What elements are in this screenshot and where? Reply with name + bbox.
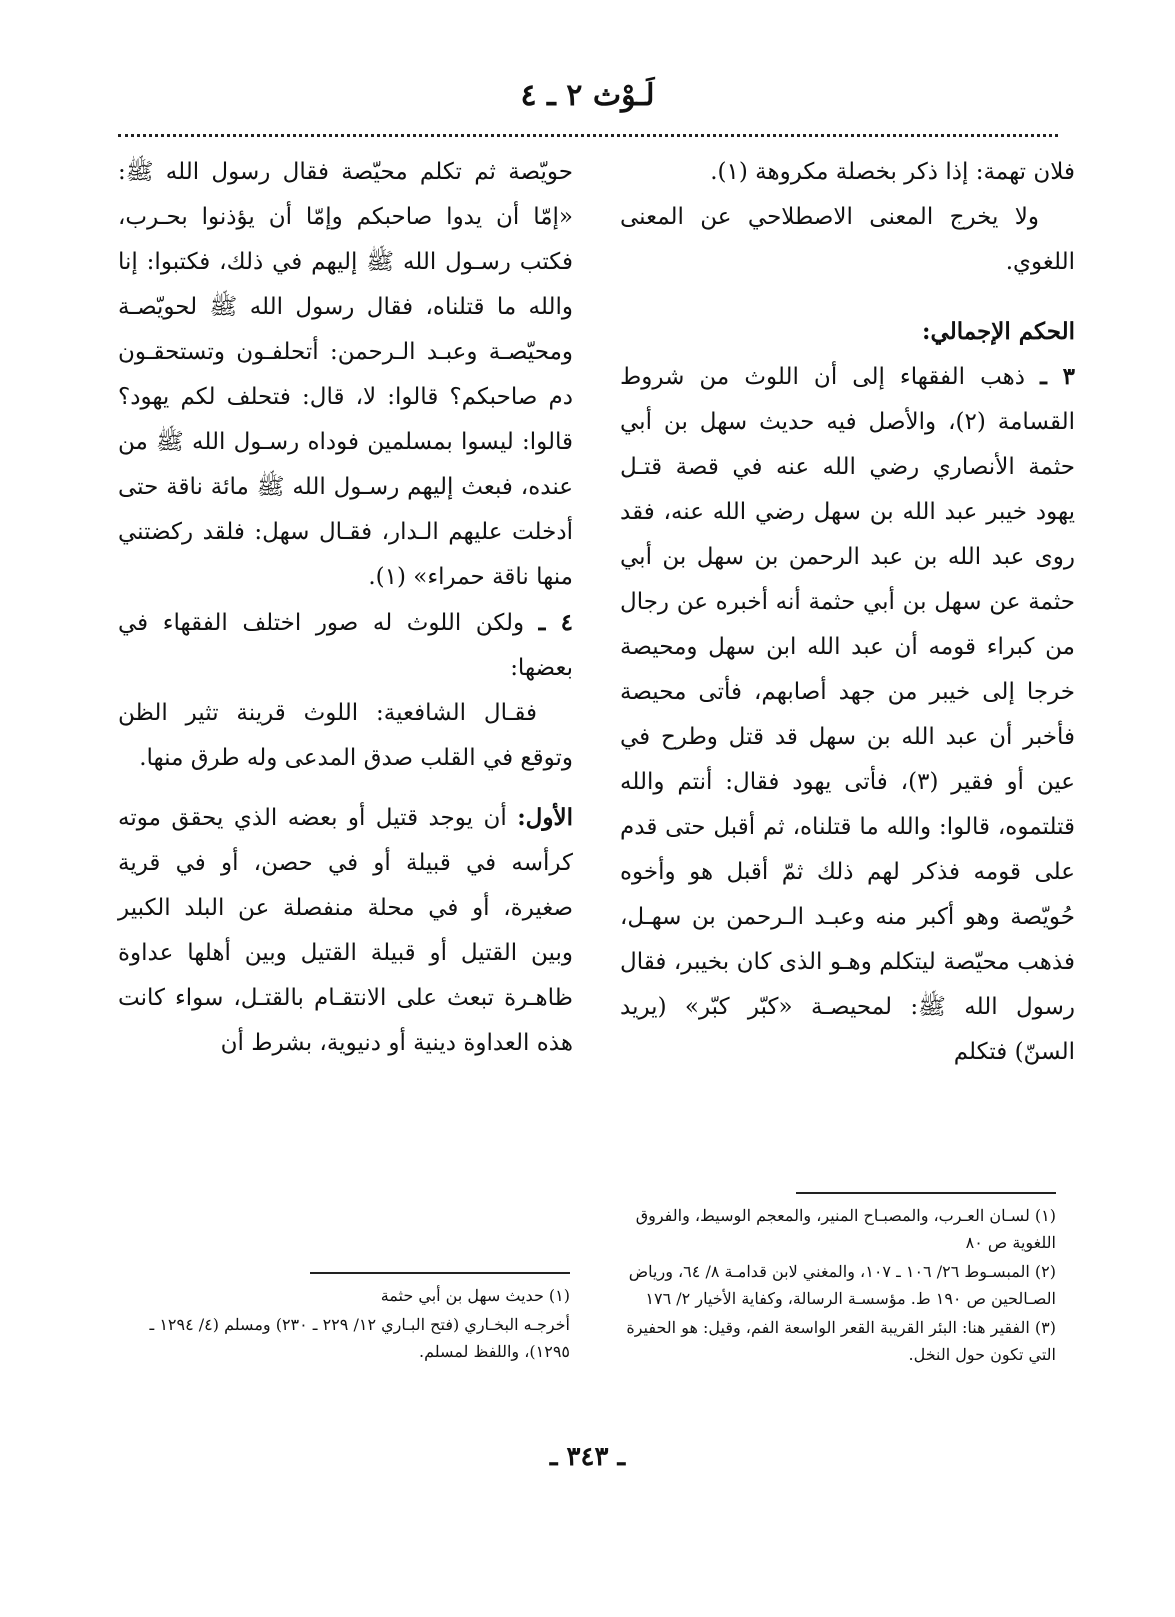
paragraph: فقـال الشافعية: اللوث قرينة تثير الظن وتوقع في القلب صدق المدعى وله طرق منها. — [118, 700, 573, 771]
footnotes-left — [140, 1272, 570, 1367]
page-header: لَـوْث ٢ ـ ٤ — [520, 78, 655, 113]
paragraph-text: ذهب الفقهاء إلى أن اللوث من شروط القسامة (٢)، والأصل فيه حديث سهل بن أبي حثمة الأنصاري رضي الله عنه في قصة قتـل يهود خيبر عبد الله بن سهل رضي الله عنه، فقد روى عبد الله بن عبد الرحمن بن سهل بن أبي حثمة عن سهل بن أبي حثمة أنه أخبره عن رجال من كبراء قومه أن عبد الله ابن سهل ومحيصة خرجا إلى خيبر من جهد أصابهم، فأتى محيصة فأخبر أن عبد الله بن سهل قد قتل وطرح في عين أو فقير (٣)، فأتى يهود فقال: أنتم والله قتلتموه، قالوا: والله ما قتلناه، ثم أقبل حتى قدم على قومه فذكر لهم ذلك ثمّ أقبل هو وأخوه حُويّصة وهو أكبر منه وعبـد الـرحمن بن سهـل، فذهب محيّصة ليتكلم وهـو الذى كان بخيبر، فقال رسول الله ﷺ: لمحيصـة «كبّر كبّر» (يريد السنّ) فتكلم — [620, 364, 1075, 1065]
paragraph: فلان تهمة: إذا ذكر بخصلة مكروهة (١). — [710, 159, 1075, 185]
paragraph — [620, 354, 1075, 1075]
paragraph: ولا يخرج المعنى الاصطلاحي عن المعنى اللغوي. — [620, 204, 1075, 275]
footnotes-right — [626, 1192, 1056, 1370]
footnote-divider — [796, 1192, 1056, 1194]
section-heading: الحكم الإجمالي: — [922, 318, 1075, 345]
footnote: (١) حديث سهل بن أبي حثمة — [380, 1286, 570, 1305]
paragraph-text: أن يوجد قتيل أو بعضه الذي يحقق موته كرأسه في قبيلة أو في حصن، أو في قرية صغيرة، أو في محلة منفصلة عن البلد الكبير وبين القتيل أو قبيلة القتيل وبين أهلها عداوة ظاهـرة تبعث على الانتقـام بالقتـل، سواء كانت هذه العداوة دينية أو دنيوية، بشرط أن — [118, 805, 573, 1056]
paragraph-label: الأول: — [517, 804, 574, 831]
footnote: (٣) الفقير هنا: البئر القريبة القعر الواسعة الفم، وقيل: هو الحفيرة التي تكون حول النخل. — [626, 1318, 1056, 1364]
paragraph-number: ٣ ـ — [1040, 363, 1075, 390]
paragraph — [118, 600, 573, 691]
footnote: (١) لسـان العـرب، والمصبـاح المنير، والمعجم الوسيط، والفروق اللغوية ص ٨٠ — [635, 1206, 1056, 1252]
footnote: أخرجـه البخـاري (فتح البـاري ١٢/ ٢٢٩ ـ ٢٣٠) ومسلم (٤/ ١٢٩٤ ـ ١٢٩٥)، واللفظ لمسلم. — [149, 1315, 570, 1361]
header-divider — [118, 134, 1058, 137]
paragraph-text: ولكن اللوث له صور اختلف الفقهاء في بعضها: — [118, 610, 573, 681]
footnote-divider — [310, 1272, 570, 1274]
footnote: (٢) المبسـوط ٢٦/ ١٠٦ ـ ١٠٧، والمغني لابن قدامـة ٨/ ٦٤، ورياض الصـالحين ص ١٩٠ ط. مؤسسـة الرسالة، وكفاية الأخيار ٢/ ١٧٦ — [628, 1262, 1056, 1308]
paragraph — [118, 795, 573, 1066]
left-column — [118, 150, 573, 1066]
right-column — [620, 150, 1075, 1075]
paragraph-number: ٤ ـ — [538, 609, 573, 636]
page-number: ـ ٣٤٣ ـ — [549, 1442, 626, 1472]
paragraph: حويّصة ثم تكلم محيّصة فقال رسول الله ﷺ: «إمّا أن يدوا صاحبكم وإمّا أن يؤذنوا بحـرب، فكتب رسـول الله ﷺ إليهم في ذلك، فكتبوا: إنا والله ما قتلناه، فقال رسول الله ﷺ لحويّصـة ومحيّصـة وعبـد الـرحمن: أتحلفـون وتستحقـون دم صاحبكم؟ قالوا: لا، قال: فتحلف لكم يهود؟ قالوا: ليسوا بمسلمين فوداه رسـول الله ﷺ من عنده، فبعث إليهم رسـول الله ﷺ مائة ناقة حتى أدخلت عليهم الـدار، فقـال سهل: فلقد ركضتني منها ناقة حمراء» (١). — [118, 159, 573, 590]
